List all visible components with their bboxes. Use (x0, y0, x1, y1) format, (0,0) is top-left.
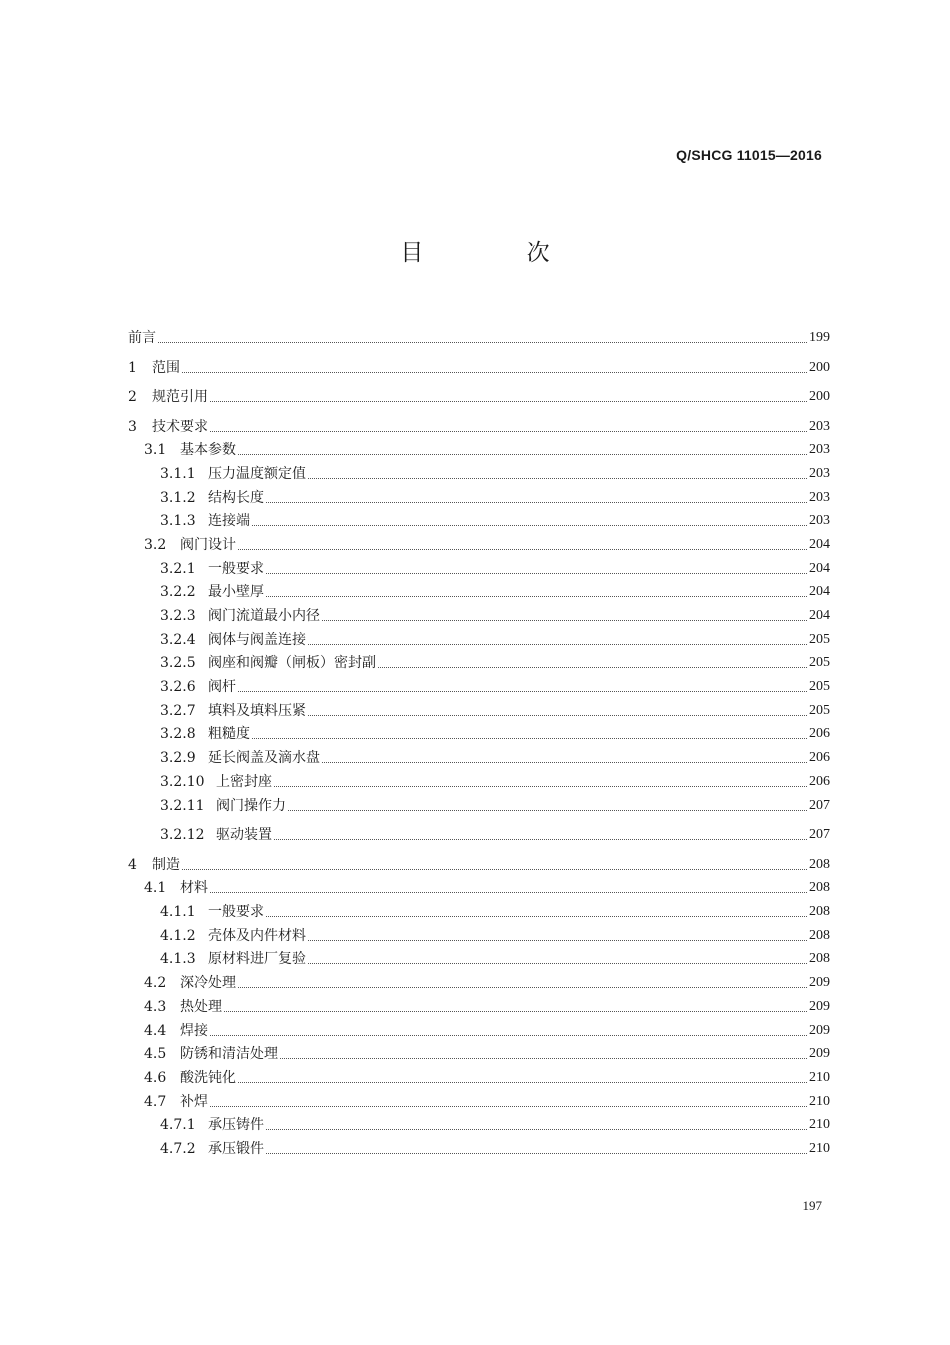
toc-leader-dots (266, 596, 807, 597)
toc-entry-label: 阀门流道最小内径 (208, 608, 320, 624)
toc-entry-page: 203 (809, 442, 830, 458)
toc-entry[interactable] (128, 1040, 830, 1064)
toc-entry-label: 基本参数 (180, 442, 236, 459)
toc-entry-page: 204 (809, 584, 830, 600)
toc-leader-dots (238, 691, 807, 692)
toc-leader-dots (210, 431, 807, 432)
toc-entry-number: 4.2 (144, 975, 167, 992)
toc-entry[interactable] (128, 815, 830, 845)
toc-leader-dots (378, 667, 807, 668)
toc-leader-dots (280, 1058, 807, 1059)
toc-entry-page: 205 (809, 679, 830, 695)
toc-leader-dots (238, 549, 807, 550)
toc-entry-page: 208 (809, 880, 830, 896)
toc-leader-dots (210, 892, 807, 893)
toc-entry-label: 阀杆 (208, 679, 236, 696)
toc-entry-label: 技术要求 (152, 418, 208, 435)
toc-entry[interactable] (128, 554, 830, 578)
toc-entry-number: 2 (128, 389, 137, 405)
toc-leader-dots (266, 1129, 807, 1130)
toc-leader-dots (210, 401, 807, 402)
toc-entry-page: 208 (809, 904, 830, 920)
toc-leader-dots (182, 869, 807, 870)
toc-entry[interactable] (128, 672, 830, 696)
toc-entry-page: 203 (809, 489, 830, 505)
toc-entry-page: 205 (809, 702, 830, 718)
toc-entry[interactable] (128, 625, 830, 649)
toc-entry-page: 206 (809, 750, 830, 766)
toc-entry[interactable] (128, 483, 830, 507)
toc-entry-number: 3.2.7 (160, 702, 196, 719)
toc-entry-label: 热处理 (180, 998, 222, 1015)
toc-entry-page: 204 (809, 560, 830, 576)
toc-entry-label: 粗糙度 (208, 726, 250, 743)
toc-entry-number: 4.3 (144, 998, 167, 1015)
toc-entry-page: 203 (809, 513, 830, 529)
toc-entry-number: 3.2.3 (160, 608, 196, 624)
toc-entry-page: 205 (809, 655, 830, 671)
toc-entry-page: 200 (809, 359, 830, 375)
toc-entry[interactable] (128, 1016, 830, 1040)
toc-entry[interactable] (128, 406, 830, 436)
toc-entry[interactable] (128, 1111, 830, 1135)
toc-entry[interactable] (128, 459, 830, 483)
toc-entry-label: 范围 (152, 359, 180, 376)
toc-leader-dots (308, 478, 807, 479)
toc-entry-label: 延长阀盖及滴水盘 (208, 750, 320, 767)
toc-entry-number: 4.7.2 (160, 1140, 196, 1157)
toc-entry-number: 4.1.1 (160, 904, 196, 921)
toc-entry[interactable] (128, 791, 830, 815)
toc-leader-dots (266, 1153, 807, 1154)
toc-entry-page: 210 (809, 1117, 830, 1133)
toc-entry-number: 4.1.2 (160, 927, 196, 944)
toc-entry-number: 4.7.1 (160, 1117, 196, 1134)
toc-entry-label: 焊接 (180, 1022, 208, 1039)
toc-leader-dots (210, 1106, 807, 1107)
toc-entry-label: 前言 (128, 330, 156, 346)
toc-entry[interactable] (128, 323, 830, 347)
page-title: 目 次 (400, 240, 598, 266)
toc-entry-number: 3.2.12 (160, 827, 205, 844)
toc-entry-label: 制造 (152, 856, 180, 873)
toc-entry-number: 3.2.10 (160, 773, 205, 790)
toc-entry-label: 一般要求 (208, 560, 264, 577)
toc-entry[interactable] (128, 436, 830, 460)
toc-entry-number: 3.2.2 (160, 584, 196, 601)
toc-entry-label: 壳体及内件材料 (208, 927, 306, 944)
page-number: 197 (802, 1198, 822, 1213)
toc-entry[interactable] (128, 507, 830, 531)
toc-leader-dots (210, 1035, 807, 1036)
toc-entry-number: 3.2.5 (160, 655, 196, 672)
toc-leader-dots (308, 963, 807, 964)
toc-entry-label: 深冷处理 (180, 975, 236, 992)
toc-entry-number: 4.1 (144, 880, 167, 897)
toc-leader-dots (224, 1011, 807, 1012)
toc-entry-label: 连接端 (208, 513, 250, 530)
toc-entry-label: 上密封座 (216, 773, 272, 790)
toc-entry[interactable] (128, 844, 830, 874)
toc-entry-page: 200 (809, 389, 830, 404)
toc-entry-page: 207 (809, 797, 830, 813)
toc-entry-label: 阀座和阀瓣（闸板）密封副 (208, 655, 376, 672)
toc-leader-dots (266, 573, 807, 574)
toc-entry-label: 承压锻件 (208, 1140, 264, 1157)
toc-entry-page: 206 (809, 773, 830, 789)
toc-entry-number: 4 (128, 856, 137, 873)
toc-entry-label: 阀体与阀盖连接 (208, 631, 306, 648)
toc-entry[interactable] (128, 1134, 830, 1158)
toc-entry-label: 材料 (180, 880, 208, 897)
toc-entry[interactable] (128, 767, 830, 791)
toc-leader-dots (308, 940, 807, 941)
toc-entry-page: 203 (809, 418, 830, 434)
toc-entry-page: 207 (809, 827, 830, 843)
toc-entry[interactable] (128, 992, 830, 1016)
toc-entry-page: 204 (809, 608, 830, 623)
toc-entry[interactable] (128, 1087, 830, 1111)
toc-entry-number: 4.5 (144, 1046, 167, 1063)
toc-entry[interactable] (128, 347, 830, 377)
toc-entry-label: 补焊 (180, 1093, 208, 1110)
toc-entry-number: 3.2 (144, 536, 167, 553)
toc-leader-dots (322, 620, 807, 621)
toc-entry-label: 结构长度 (208, 489, 264, 506)
toc-leader-dots (238, 454, 807, 455)
toc-leader-dots (274, 839, 807, 840)
toc-entry-number: 3.1.3 (160, 513, 196, 530)
toc-leader-dots (308, 715, 807, 716)
toc-entry-page: 209 (809, 1046, 830, 1062)
table-of-contents (128, 323, 830, 1158)
toc-entry[interactable] (128, 377, 830, 407)
toc-leader-dots (266, 502, 807, 503)
toc-entry-number: 3.2.6 (160, 679, 196, 696)
standard-code: Q/SHCG 11015—2016 (676, 147, 822, 163)
toc-entry[interactable] (128, 874, 830, 898)
toc-entry-page: 209 (809, 975, 830, 991)
toc-entry-page: 199 (809, 330, 830, 345)
toc-entry-number: 3.2.8 (160, 726, 196, 743)
toc-entry-label: 驱动装置 (216, 827, 272, 844)
toc-entry-page: 209 (809, 998, 830, 1014)
toc-entry[interactable] (128, 649, 830, 673)
toc-leader-dots (308, 644, 807, 645)
toc-leader-dots (252, 525, 807, 526)
toc-entry-page: 204 (809, 536, 830, 552)
toc-entry[interactable] (128, 578, 830, 602)
toc-entry[interactable] (128, 696, 830, 720)
toc-entry-number: 1 (128, 359, 137, 376)
toc-entry-number: 3.1.2 (160, 489, 196, 506)
toc-entry[interactable] (128, 945, 830, 969)
toc-leader-dots (158, 342, 807, 343)
toc-leader-dots (238, 987, 807, 988)
toc-leader-dots (266, 916, 807, 917)
toc-leader-dots (252, 738, 807, 739)
toc-entry-label: 阀门操作力 (216, 797, 286, 814)
toc-entry-label: 一般要求 (208, 904, 264, 921)
toc-entry-label: 原材料进厂复验 (208, 951, 306, 968)
toc-entry-page: 208 (809, 927, 830, 943)
toc-entry-page: 208 (809, 951, 830, 967)
toc-entry[interactable] (128, 601, 830, 625)
toc-entry-number: 3.2.11 (160, 797, 205, 814)
toc-entry-page: 206 (809, 726, 830, 742)
toc-entry-number: 3.2.9 (160, 750, 196, 767)
toc-entry-label: 压力温度额定值 (208, 465, 306, 482)
toc-entry-label: 酸洗钝化 (180, 1069, 236, 1086)
toc-entry-number: 4.1.3 (160, 951, 196, 968)
toc-leader-dots (274, 786, 807, 787)
toc-entry[interactable] (128, 743, 830, 767)
toc-entry-page: 209 (809, 1022, 830, 1038)
toc-entry-number: 3.1 (144, 442, 167, 459)
toc-entry-number: 4.7 (144, 1093, 167, 1110)
toc-leader-dots (288, 810, 807, 811)
toc-entry[interactable] (128, 720, 830, 744)
toc-entry-label: 防锈和清洁处理 (180, 1046, 278, 1063)
toc-entry-page: 210 (809, 1140, 830, 1156)
toc-entry-label: 阀门设计 (180, 536, 236, 553)
toc-leader-dots (182, 372, 807, 373)
toc-entry[interactable] (128, 968, 830, 992)
toc-entry-label: 承压铸件 (208, 1117, 264, 1134)
toc-entry-page: 210 (809, 1093, 830, 1109)
toc-entry-label: 规范引用 (152, 389, 208, 405)
toc-entry-label: 填料及填料压紧 (208, 702, 306, 719)
toc-entry-number: 3.1.1 (160, 465, 196, 482)
toc-leader-dots (322, 762, 807, 763)
toc-entry-number: 4.4 (144, 1022, 167, 1039)
toc-entry-page: 208 (809, 856, 830, 872)
toc-entry[interactable] (128, 897, 830, 921)
toc-entry-page: 205 (809, 631, 830, 647)
toc-entry-label: 最小壁厚 (208, 584, 264, 601)
toc-entry[interactable] (128, 1063, 830, 1087)
toc-entry[interactable] (128, 530, 830, 554)
toc-entry-page: 210 (809, 1069, 830, 1085)
toc-entry-number: 4.6 (144, 1069, 167, 1086)
toc-entry-number: 3 (128, 418, 137, 435)
toc-entry-page: 203 (809, 465, 830, 481)
toc-leader-dots (238, 1082, 807, 1083)
toc-entry-number: 3.2.4 (160, 631, 196, 648)
toc-entry-number: 3.2.1 (160, 560, 196, 577)
toc-entry[interactable] (128, 921, 830, 945)
